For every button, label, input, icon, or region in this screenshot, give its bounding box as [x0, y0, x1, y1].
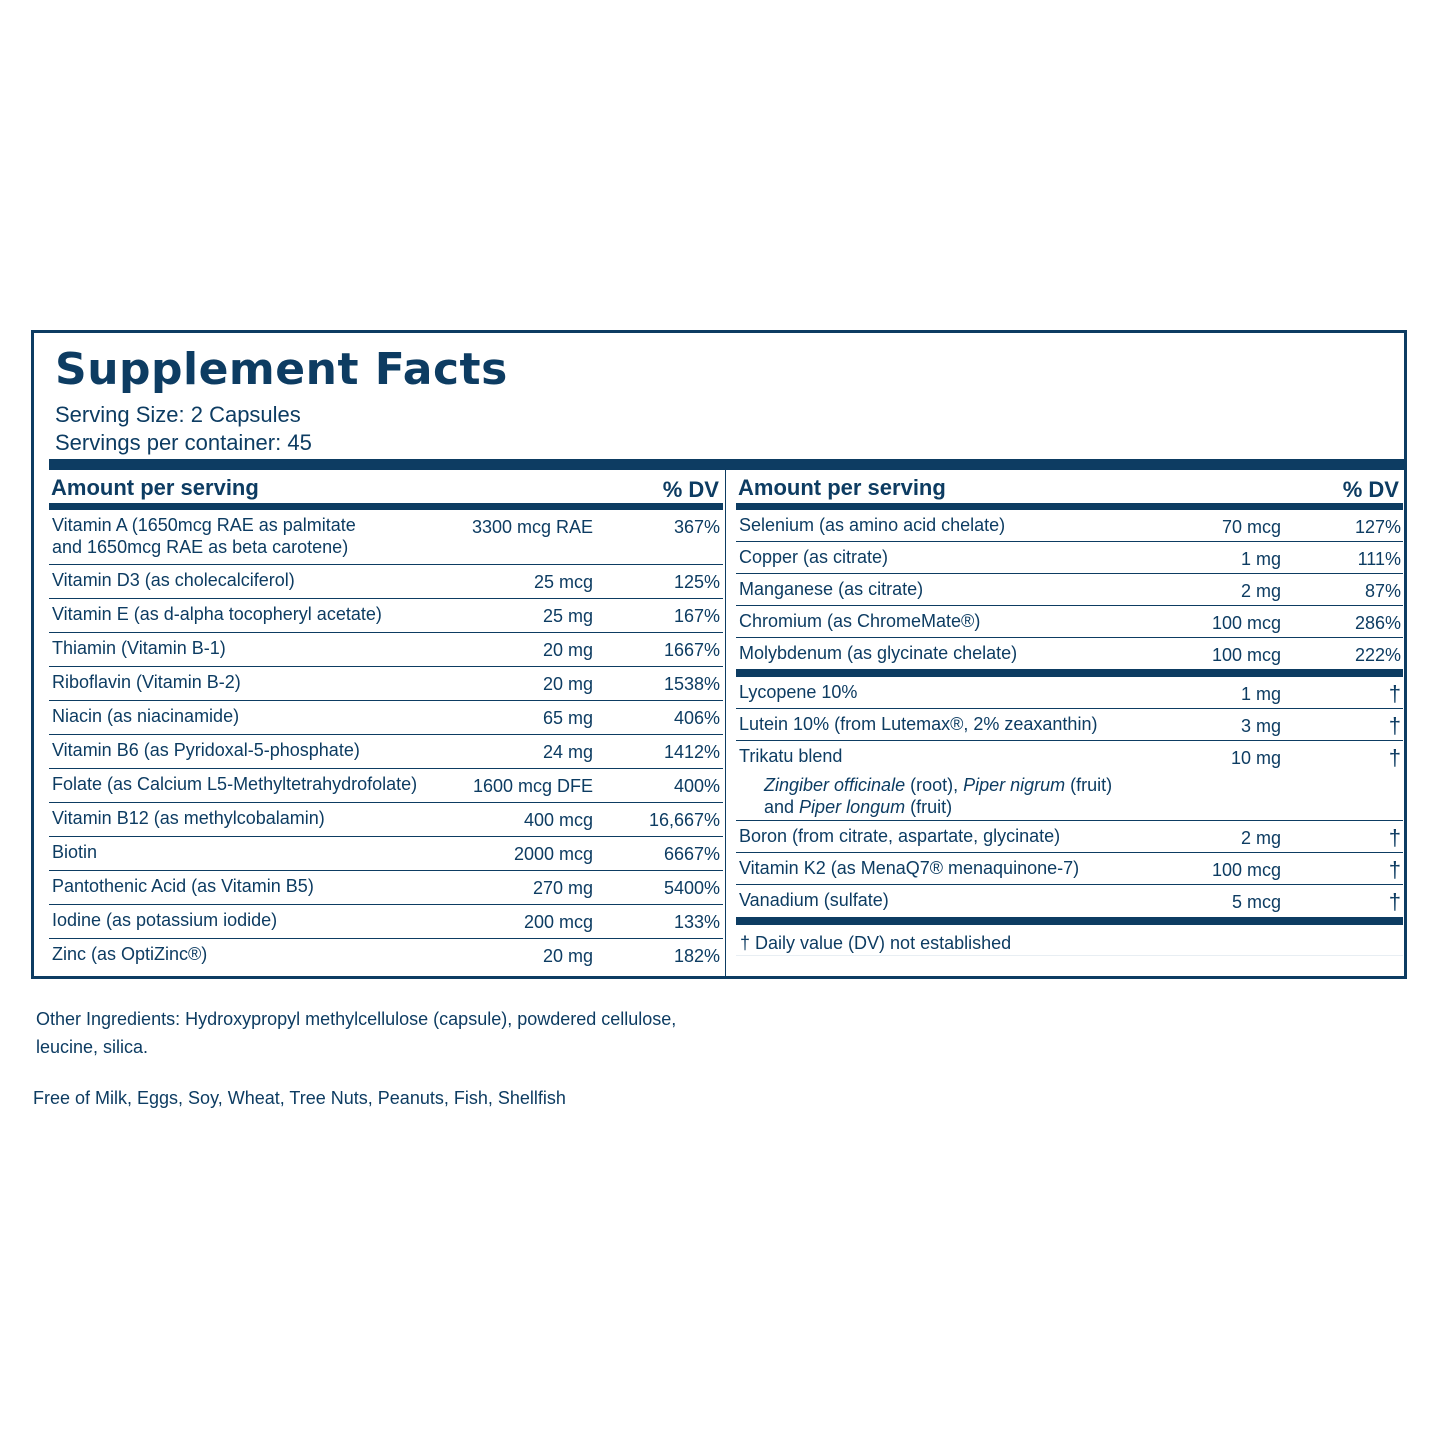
nutrient-amount: 2000 mcg	[513, 844, 593, 864]
left-column-header	[49, 469, 723, 503]
blend-part: (fruit)	[1065, 775, 1113, 795]
bottom-rule	[736, 917, 1403, 925]
nutrient-name: Lycopene 10%	[739, 682, 858, 702]
nutrient-amount: 100 mcg	[1211, 645, 1281, 665]
footnote-row	[736, 925, 1403, 956]
nutrient-name: Molybdenum (as glycinate chelate)	[739, 643, 1018, 663]
nutrient-dv: †	[1388, 889, 1401, 914]
nutrient-dv: 1412%	[663, 742, 720, 762]
nutrient-dv: 1538%	[663, 674, 720, 694]
nutrient-amount: 3300 mcg RAE	[471, 517, 593, 537]
nutrient-row	[49, 735, 723, 769]
nutrient-dv: 111%	[1357, 549, 1401, 569]
nutrient-dv: 133%	[673, 912, 720, 932]
nutrient-name: Biotin	[52, 842, 98, 862]
nutrient-amount: 65 mg	[542, 708, 593, 728]
nutrient-amount: 400 mcg	[523, 810, 593, 830]
nutrient-name: Vitamin B12 (as methylcobalamin)	[52, 808, 325, 828]
nutrient-row	[736, 638, 1403, 670]
other-nutrient-list	[736, 677, 1403, 773]
left-nutrient-list	[49, 510, 723, 973]
nutrient-row	[49, 837, 723, 871]
nutrient-dv: †	[1388, 745, 1401, 770]
nutrient-dv: †	[1388, 857, 1401, 882]
nutrient-dv: 222%	[1354, 645, 1401, 665]
nutrient-row	[49, 939, 723, 973]
amount-per-serving-heading: Amount per serving	[51, 475, 259, 500]
nutrient-row	[49, 803, 723, 837]
nutrient-amount: 3 mg	[1240, 716, 1281, 736]
dv-heading: % DV	[662, 477, 719, 502]
nutrient-name: Zinc (as OptiZinc®)	[52, 944, 208, 964]
nutrient-row	[736, 885, 1403, 917]
nutrient-dv: 400%	[673, 776, 720, 796]
nutrient-name: Boron (from citrate, aspartate, glycinate)	[739, 826, 1061, 846]
nutrient-row	[736, 574, 1403, 606]
nutrient-amount: 2 mg	[1240, 581, 1281, 601]
nutrient-row	[49, 565, 723, 599]
nutrient-name: Thiamin (Vitamin B-1)	[52, 638, 226, 658]
nutrient-name: Vitamin E (as d-alpha tocopheryl acetate)	[52, 604, 382, 624]
nutrient-name: Pantothenic Acid (as Vitamin B5)	[52, 876, 314, 896]
blend-part: Piper longum	[799, 797, 906, 817]
nutrient-amount: 1600 mcg DFE	[472, 776, 593, 796]
nutrient-amount: 20 mg	[542, 640, 593, 660]
nutrient-dv: 125%	[673, 572, 720, 592]
nutrient-row	[736, 510, 1403, 542]
nutrient-dv: 6667%	[663, 844, 720, 864]
nutrient-amount: 200 mcg	[523, 912, 593, 932]
nutrient-dv: 182%	[673, 946, 720, 966]
nutrient-row	[736, 853, 1403, 885]
nutrient-name: Trikatu blend	[739, 746, 843, 766]
header-rule	[736, 503, 1403, 510]
nutrient-dv: †	[1388, 681, 1401, 706]
page-title: Supplement Facts	[55, 344, 508, 395]
nutrient-name: Vitamin B6 (as Pyridoxal-5-phosphate)	[52, 740, 360, 760]
nutrient-amount: 5 mcg	[1231, 892, 1281, 912]
section-rule	[736, 670, 1403, 677]
blend-part: Zingiber officinale	[764, 775, 906, 795]
nutrient-row	[736, 606, 1403, 638]
nutrient-row	[49, 701, 723, 735]
nutrient-row	[736, 542, 1403, 574]
nutrient-dv: †	[1388, 713, 1401, 738]
nutrient-dv: 5400%	[663, 878, 720, 898]
other-ingredients: Other Ingredients: Hydroxypropyl methylcellulose (capsule), powdered cellulose, leucine, silica.	[36, 1009, 677, 1057]
allergen-free-statement: Free of Milk, Eggs, Soy, Wheat, Tree Nuts, Peanuts, Fish, Shellfish	[33, 1088, 566, 1108]
nutrient-row	[49, 769, 723, 803]
nutrient-amount: 1 mg	[1240, 549, 1281, 569]
mineral-list	[736, 510, 1403, 670]
nutrient-row	[736, 677, 1403, 709]
dv-footnote: † Daily value (DV) not established	[740, 933, 1012, 953]
nutrient-amount: 20 mg	[542, 946, 593, 966]
nutrient-name: Lutein 10% (from Lutemax®, 2% zeaxanthin)	[739, 714, 1098, 734]
blend-part: and	[764, 797, 800, 817]
right-column-header	[736, 469, 1403, 503]
nutrient-name: Selenium (as amino acid chelate)	[739, 515, 1006, 535]
nutrient-name: Riboflavin (Vitamin B-2)	[52, 672, 241, 692]
nutrient-row	[736, 709, 1403, 741]
nutrient-dv: 286%	[1354, 613, 1401, 633]
nutrient-amount: 25 mg	[542, 606, 593, 626]
blend-part: Piper nigrum	[963, 775, 1066, 795]
column-divider	[725, 469, 726, 977]
nutrient-dv: 167%	[673, 606, 720, 626]
amount-per-serving-heading: Amount per serving	[738, 475, 946, 500]
right-column	[736, 469, 1403, 956]
nutrient-row	[736, 821, 1403, 853]
nutrient-name: Niacin (as niacinamide)	[52, 706, 240, 726]
nutrient-name: Copper (as citrate)	[739, 547, 889, 567]
nutrient-dv: 367%	[673, 517, 720, 537]
nutrient-dv: 406%	[673, 708, 720, 728]
blend-part: (fruit)	[905, 797, 953, 817]
nutrient-amount: 25 mcg	[533, 572, 593, 592]
nutrient-name: Folate (as Calcium L5-Methyltetrahydrofolate)	[52, 774, 418, 794]
nutrient-row	[49, 905, 723, 939]
nutrient-row	[49, 633, 723, 667]
nutrient-amount: 10 mg	[1230, 748, 1281, 768]
nutrient-name: Vitamin K2 (as MenaQ7® menaquinone-7)	[739, 858, 1080, 878]
header-rule	[49, 503, 723, 510]
trikatu-blend-components	[736, 773, 1403, 821]
nutrient-dv: †	[1388, 825, 1401, 850]
nutrient-amount: 2 mg	[1240, 828, 1281, 848]
nutrient-amount: 1 mg	[1240, 684, 1281, 704]
servings-per-container: Servings per container: 45	[55, 430, 312, 455]
nutrient-amount: 100 mcg	[1211, 613, 1281, 633]
nutrient-row	[736, 741, 1403, 773]
other-nutrient-list-2	[736, 821, 1403, 917]
nutrient-amount: 20 mg	[542, 674, 593, 694]
nutrient-name: Chromium (as ChromeMate®)	[739, 611, 981, 631]
nutrient-row	[49, 599, 723, 633]
nutrient-name: Vitamin A (1650mcg RAE as palmitate and 1650mcg RAE as beta carotene)	[52, 515, 356, 557]
nutrient-row	[49, 667, 723, 701]
left-column	[49, 469, 723, 973]
nutrient-amount: 100 mcg	[1211, 860, 1281, 880]
nutrient-amount: 70 mcg	[1221, 517, 1281, 537]
nutrient-row	[49, 510, 723, 565]
dv-heading: % DV	[1342, 477, 1399, 502]
nutrient-dv: 1667%	[663, 640, 720, 660]
nutrient-name: Iodine (as potassium iodide)	[52, 910, 278, 930]
nutrient-name: Manganese (as citrate)	[739, 579, 924, 599]
serving-size: Serving Size: 2 Capsules	[55, 402, 301, 427]
nutrient-name: Vanadium (sulfate)	[739, 890, 889, 910]
nutrient-amount: 24 mg	[542, 742, 593, 762]
nutrient-dv: 87%	[1364, 581, 1401, 601]
blend-part: (root),	[905, 775, 964, 795]
nutrient-name: Vitamin D3 (as cholecalciferol)	[52, 570, 295, 590]
nutrient-row	[49, 871, 723, 905]
nutrient-amount: 270 mg	[532, 878, 593, 898]
nutrient-dv: 16,667%	[648, 810, 720, 830]
nutrient-dv: 127%	[1354, 517, 1401, 537]
supplement-facts-panel	[31, 330, 1407, 979]
